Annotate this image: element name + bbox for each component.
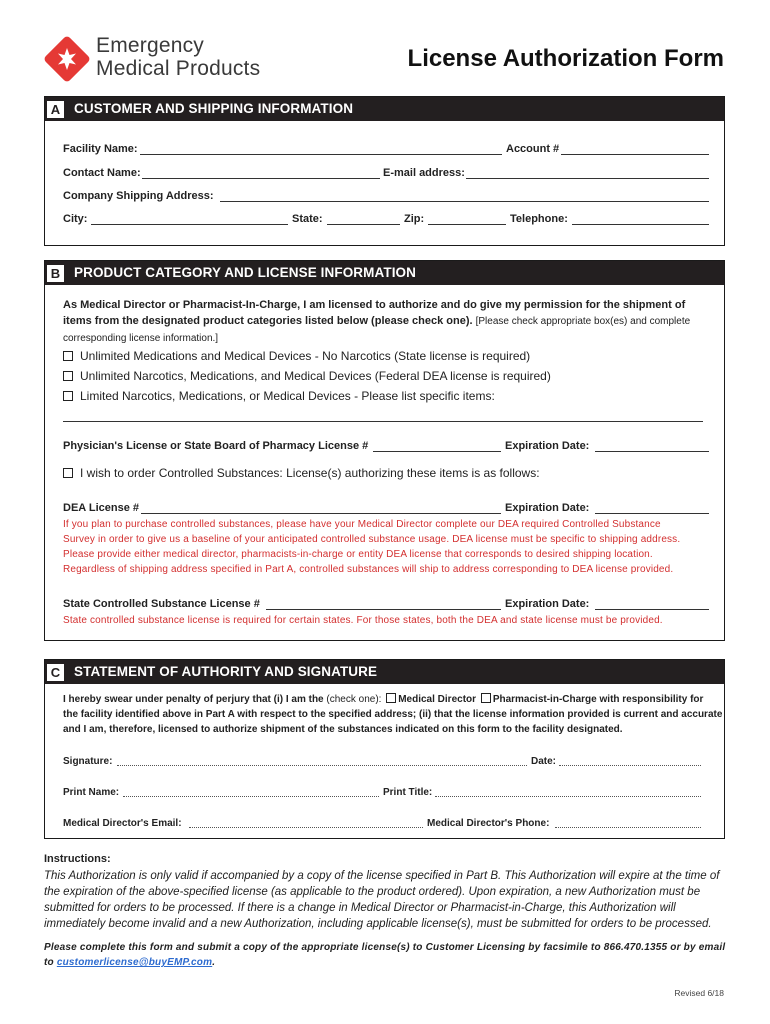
shipping-address-label: Company Shipping Address:: [63, 190, 214, 202]
physician-license-field[interactable]: [373, 440, 501, 452]
date-field[interactable]: [559, 756, 701, 766]
telephone-label: Telephone:: [510, 213, 568, 225]
section-c-title: STATEMENT OF AUTHORITY AND SIGNATURE: [74, 664, 378, 679]
contact-name-field[interactable]: [142, 167, 380, 179]
intro-bold-text: As Medical Director or Pharmacist-In-Charge, I am licensed to authorize and do give my permission for the shipment of items from the designated product categories listed below (please check one).: [63, 299, 686, 327]
logo-wordmark: [96, 34, 260, 80]
option-label: Unlimited Narcotics, Medications, and Medical Devices (Federal DEA license is required): [80, 369, 551, 383]
signature-field[interactable]: [117, 756, 527, 766]
instructions-body: This Authorization is only valid if accompanied by a copy of the license specified in Part B. This Authorization will expire at the time of the expiration of the above-specified license (as applicable to the product ordered). Upon expiration, a new Authorization must be submitted for orders to be processed. If there is a change in Medical Director or Pharmacist-in-Charge, this Authorization will immediately become invalid and a new Authorization, including applicable license(s), must be submitted for orders to be processed.: [44, 870, 720, 930]
print-title-label: Print Title:: [383, 787, 433, 798]
authorization-intro: [63, 297, 706, 347]
md-email-field[interactable]: [189, 818, 423, 828]
state-cs-expiration-label: Expiration Date:: [505, 598, 590, 610]
section-b: [44, 260, 725, 641]
print-name-label: Print Name:: [63, 787, 120, 798]
email-label: E-mail address:: [383, 167, 465, 179]
print-name-field[interactable]: [123, 787, 379, 797]
checkbox[interactable]: [63, 371, 73, 381]
company-logo: [44, 34, 284, 86]
physician-license-label: Physician's License or State Board of Pharmacy License #: [63, 440, 369, 452]
telephone-field[interactable]: [572, 213, 709, 225]
pharmacist-label: Pharmacist-in-Charge with responsibility for: [492, 694, 704, 705]
state-label: State:: [292, 213, 323, 225]
state-cs-expiration-field[interactable]: [595, 598, 709, 610]
dea-expiration-label: Expiration Date:: [505, 502, 590, 514]
section-c-header: [45, 660, 724, 684]
contact-row: [63, 167, 708, 181]
option-label: I wish to order Controlled Substances: License(s) authorizing these items is as follows:: [80, 466, 540, 480]
limited-items-field[interactable]: [63, 410, 703, 422]
state-warning: [63, 613, 710, 628]
option-unlimited-no-narcotics[interactable]: [63, 350, 706, 366]
swear-text-1: I hereby swear under penalty of perjury that (i) I am the: [63, 694, 324, 705]
section-b-header: [45, 261, 724, 285]
md-phone-label: Medical Director's Phone:: [427, 818, 550, 829]
option-unlimited-narcotics[interactable]: [63, 370, 706, 386]
dea-expiration-field[interactable]: [595, 502, 709, 514]
section-a: [44, 96, 725, 246]
logo-line-1: Emergency: [96, 34, 205, 57]
medical-director-checkbox[interactable]: [386, 693, 396, 703]
option-label: Unlimited Medications and Medical Devices - No Narcotics (State license is required): [80, 349, 531, 363]
section-b-title: PRODUCT CATEGORY AND LICENSE INFORMATION: [74, 265, 417, 280]
section-a-header: [45, 97, 724, 121]
email-field[interactable]: [466, 167, 709, 179]
print-title-field[interactable]: [435, 787, 701, 797]
physician-expiration-field[interactable]: [595, 440, 709, 452]
emp-logo-icon: [44, 36, 90, 82]
physician-expiration-label: Expiration Date:: [505, 440, 590, 452]
state-warning-line: State controlled substance license is required for certain states. For those states, both the DEA and state license must be provided.: [63, 615, 663, 626]
zip-label: Zip:: [404, 213, 425, 225]
section-c-letter: C: [47, 664, 64, 681]
dea-license-field[interactable]: [141, 502, 501, 514]
facility-row: [63, 143, 708, 157]
dea-warning-line: Survey in order to give us a baseline of your anticipated controlled substance usage. DEA license must be specific to shipping address.: [63, 534, 681, 545]
option-label: Limited Narcotics, Medications, or Medical Devices - Please list specific items:: [80, 389, 495, 403]
dea-warning-line: Regardless of shipping address specified in Part A, controlled substances will ship to address corresponding to DEA license provided.: [63, 564, 674, 575]
pharmacist-checkbox[interactable]: [481, 693, 491, 703]
intro-note: [Please check appropriate box(es) and complete corresponding license information.]: [63, 316, 691, 344]
checkbox[interactable]: [63, 351, 73, 361]
contact-name-label: Contact Name:: [63, 167, 141, 179]
account-label: Account #: [506, 143, 560, 155]
city-label: City:: [63, 213, 88, 225]
checkbox[interactable]: [63, 391, 73, 401]
shipping-address-field[interactable]: [220, 190, 709, 202]
state-cs-license-field[interactable]: [266, 598, 501, 610]
physician-license-row: [63, 440, 708, 454]
option-limited-items[interactable]: [63, 390, 706, 406]
instructions: [44, 853, 726, 970]
swear-text-3: and I am, therefore, licensed to authorize shipment of the substances indicated on this form to the facility designated.: [63, 724, 623, 735]
swear-text-2: the facility identified above in Part A with respect to the specified address; (ii) that the license information provided is current and accurate: [63, 709, 723, 720]
submission-note: [44, 940, 726, 970]
state-cs-license-label: State Controlled Substance License #: [63, 598, 260, 610]
medical-director-label: Medical Director: [398, 694, 477, 705]
option-controlled-substances[interactable]: [63, 467, 706, 483]
shipping-row: [63, 190, 708, 204]
facility-name-label: Facility Name:: [63, 143, 138, 155]
section-a-title: CUSTOMER AND SHIPPING INFORMATION: [74, 101, 354, 116]
instructions-title: Instructions:: [44, 853, 111, 865]
dea-warning: [63, 517, 710, 577]
signature-label: Signature:: [63, 756, 113, 767]
section-a-letter: A: [47, 101, 64, 118]
logo-line-2: Medical Products: [96, 57, 261, 80]
dea-license-label: DEA License #: [63, 502, 140, 514]
form-title: License Authorization Form: [407, 45, 724, 72]
date-label: Date:: [531, 756, 557, 767]
check-one-text: (check one):: [326, 694, 382, 705]
checkbox[interactable]: [63, 468, 73, 478]
dea-warning-line: Please provide either medical director, pharmacists-in-charge or entity DEA license that corresponds to desired shipping location.: [63, 549, 653, 560]
authority-statement: [63, 692, 723, 737]
revision-note: Revised 6/18: [674, 988, 724, 998]
submission-note-text: Please complete this form and submit a copy of the appropriate license(s) to Customer Licensing by facsimile to 866.470.1355 or by email to: [44, 942, 726, 968]
submission-note-end: .: [212, 957, 216, 968]
city-row: [63, 213, 708, 227]
state-cs-license-row: [63, 598, 708, 612]
dea-warning-line: If you plan to purchase controlled substances, please have your Medical Director complete our DEA required Controlled Substance: [63, 519, 661, 530]
section-b-letter: B: [47, 265, 64, 282]
section-c: [44, 659, 725, 839]
md-phone-field[interactable]: [555, 818, 701, 828]
customer-license-email-link[interactable]: customerlicense@buyEMP.com: [56, 957, 213, 968]
facility-name-field[interactable]: [140, 143, 502, 155]
city-field[interactable]: [91, 213, 288, 225]
dea-license-row: [63, 502, 708, 516]
account-field[interactable]: [561, 143, 709, 155]
zip-field[interactable]: [428, 213, 506, 225]
state-field[interactable]: [327, 213, 400, 225]
md-email-label: Medical Director's Email:: [63, 818, 182, 829]
